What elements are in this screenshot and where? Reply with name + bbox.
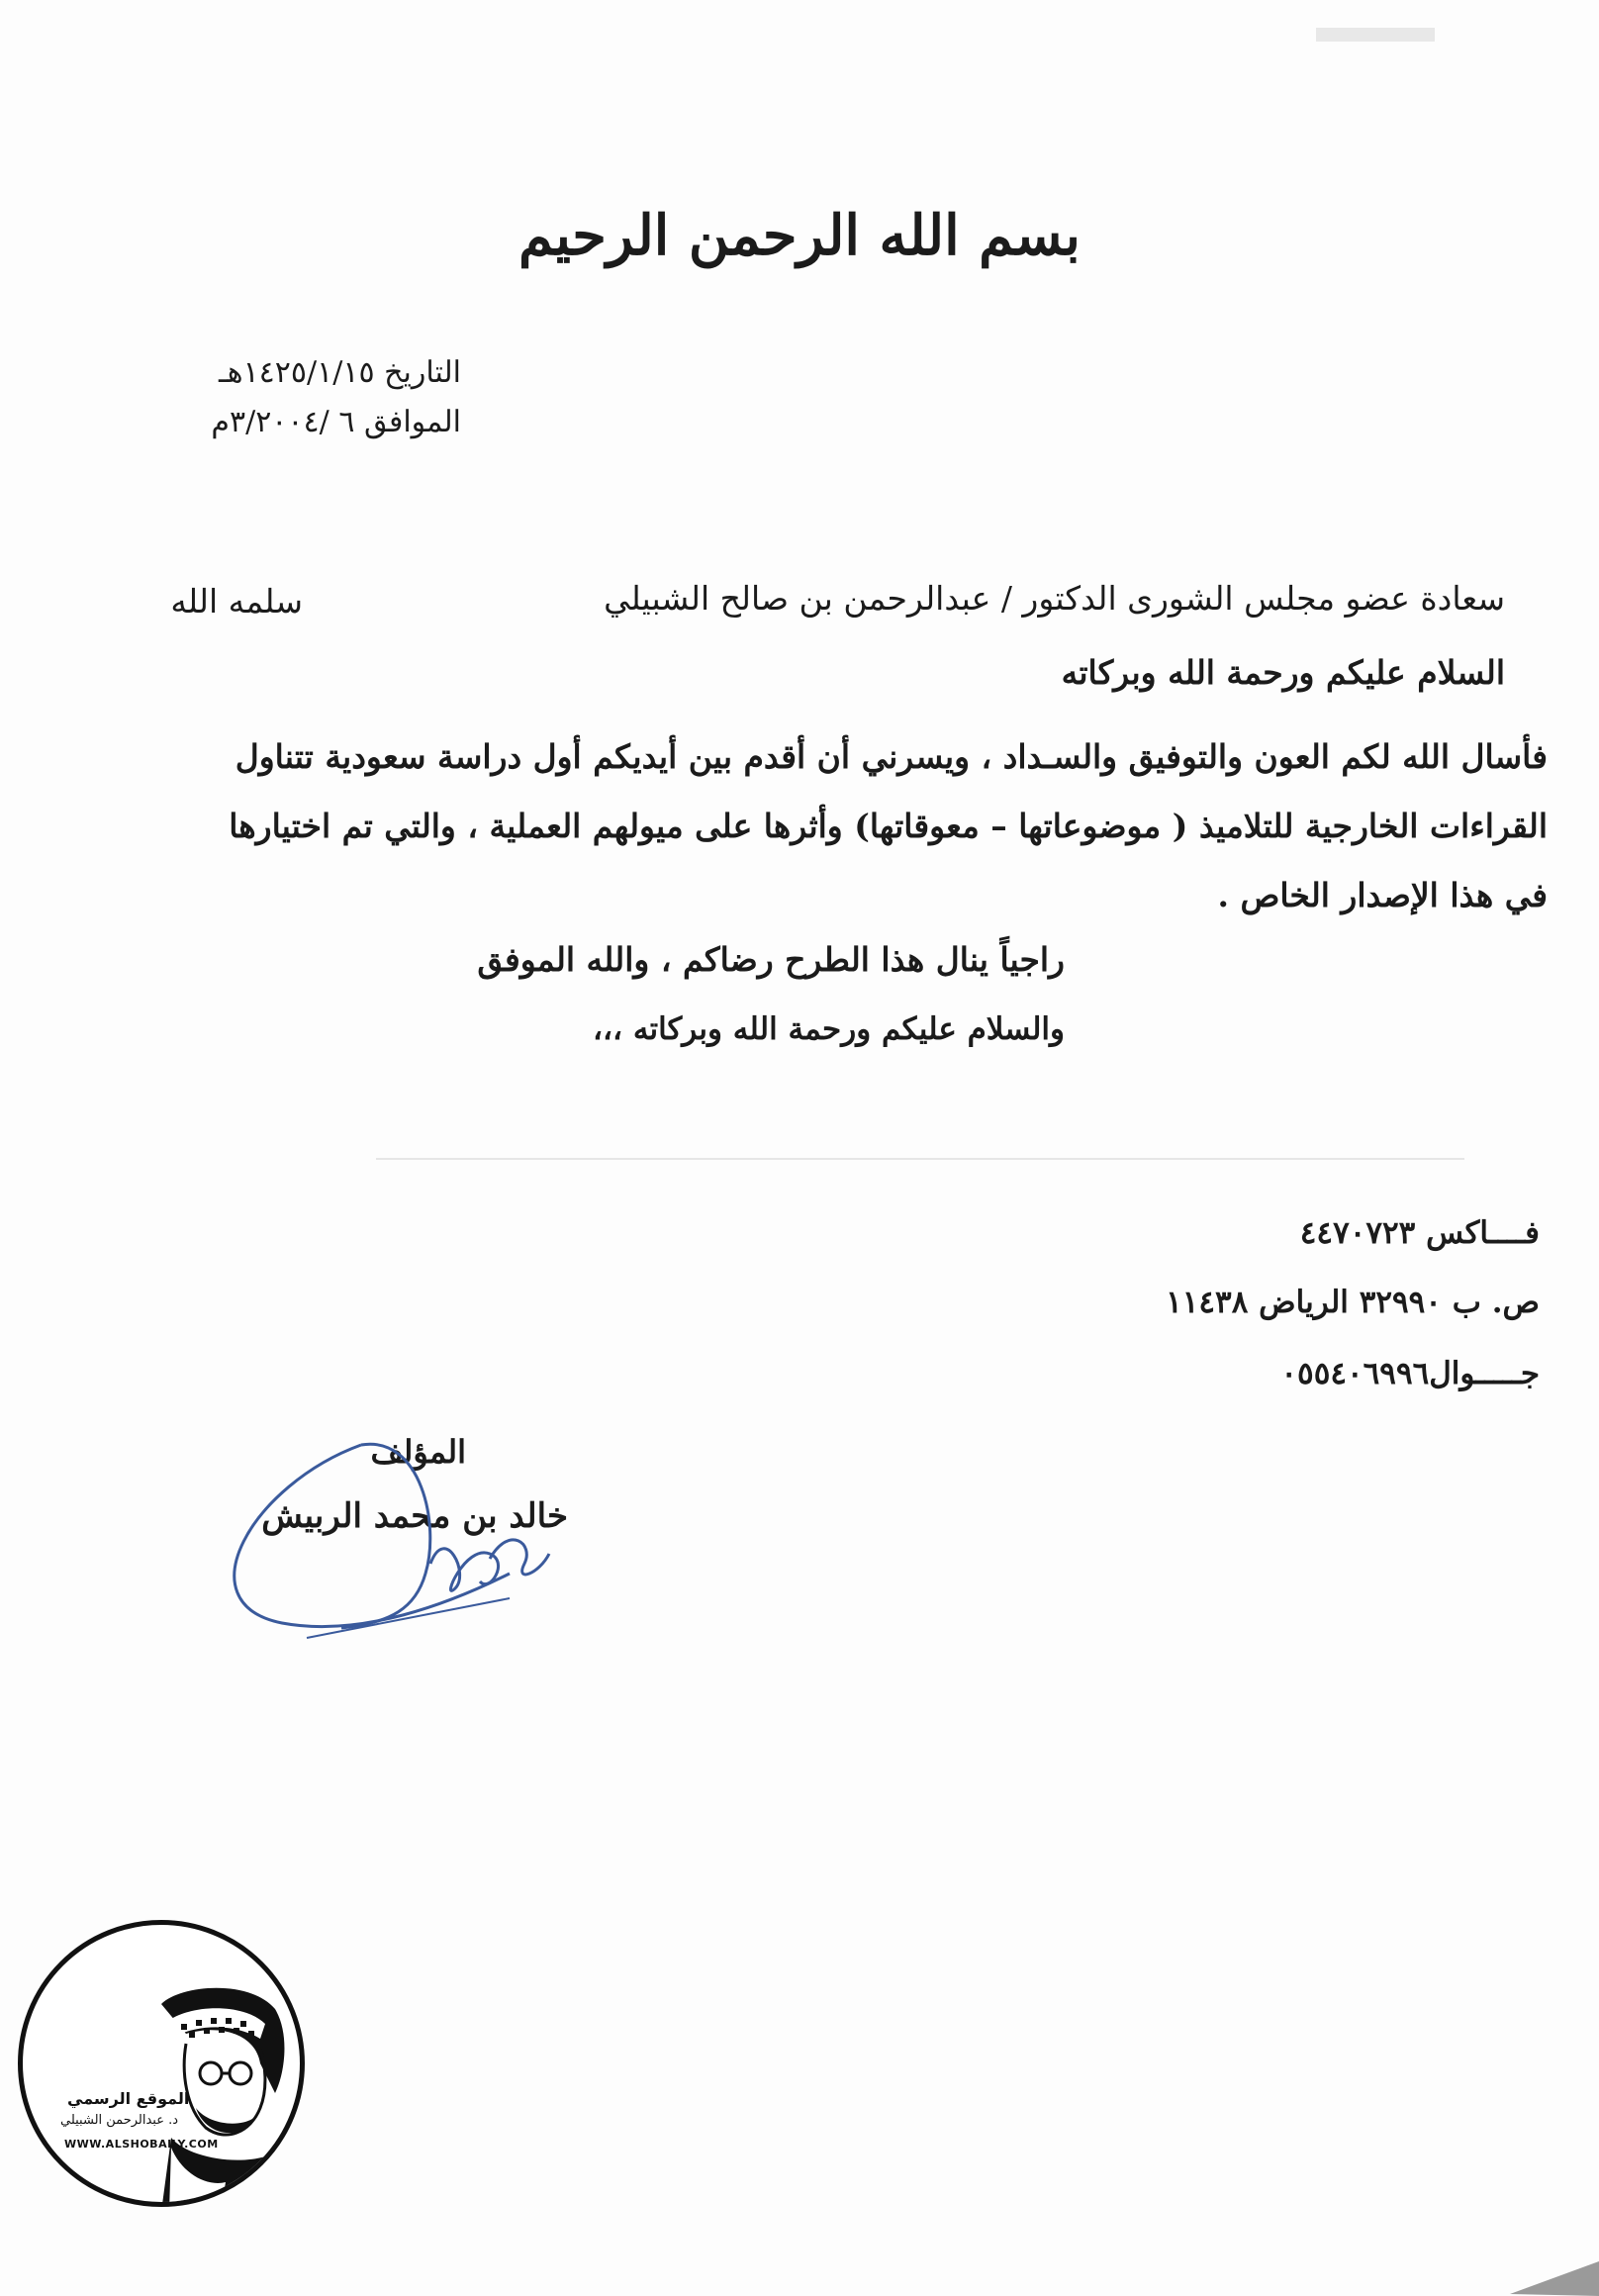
scan-corner-mark (1510, 2256, 1599, 2296)
addressee-salutation: سلمه الله (170, 582, 303, 621)
closing-line: راجياً ينال هذا الطرح رضاكم ، والله الموفق (477, 940, 1065, 979)
author-name: خالد بن محمد الربيش (261, 1496, 568, 1536)
portrait-illustration-icon (23, 1925, 305, 2207)
body-line: فأسال الله لكم العون والتوفيق والسـداد ، ويسرني أن أقدم بين أيديكم أول دراسة سعودية تتناول (235, 737, 1548, 776)
signature-scribble (193, 1425, 589, 1682)
contact-fax: فــــاكس ٤٤٧٠٧٢٣ (1299, 1215, 1540, 1251)
author-title: المؤلف (370, 1433, 466, 1471)
site-logo-badge (18, 1920, 305, 2266)
date-hijri: التاريخ ١٤٢٥/١/١٥هـ (218, 355, 461, 390)
body-line: القراءات الخارجية للتلاميذ ( موضوعاتها – معوقاتها) وأثرها على ميولهم العملية ، والتي تم اختيارها (229, 807, 1548, 845)
logo-line-owner: د. عبدالرحمن الشبيلي (60, 2113, 179, 2128)
closing-greeting: والسلام عليكم ورحمة الله وبركاته ،،، (593, 1011, 1065, 1047)
body-line: في هذا الإصدار الخاص . (1217, 876, 1548, 914)
logo-line-site: الموقع الرسمي (67, 2089, 190, 2108)
contact-mobile: جـــــوال٠٥٥٤٠٦٩٩٦ (1280, 1356, 1540, 1391)
scan-smudge (1316, 20, 1435, 49)
scan-faint-line (376, 1158, 1464, 1160)
greeting-line: السلام عليكم ورحمة الله وبركاته (1061, 653, 1505, 692)
logo-line-url: WWW.ALSHOBAILY.COM (64, 2138, 219, 2151)
addressee-line: سعادة عضو مجلس الشورى الدكتور / عبدالرحمن بن صالح الشبيلي (604, 579, 1505, 618)
letter-body (44, 722, 1548, 930)
date-block (211, 348, 461, 447)
contact-po-box: ص. ب ٣٢٩٩٠ الرياض ١١٤٣٨ (1166, 1285, 1540, 1320)
date-gregorian: الموافق ٦ /٣/٢٠٠٤م (211, 405, 461, 439)
logo-circle (18, 1920, 305, 2207)
basmala-heading: بسم الله الرحمن الرحيم (518, 203, 1081, 268)
